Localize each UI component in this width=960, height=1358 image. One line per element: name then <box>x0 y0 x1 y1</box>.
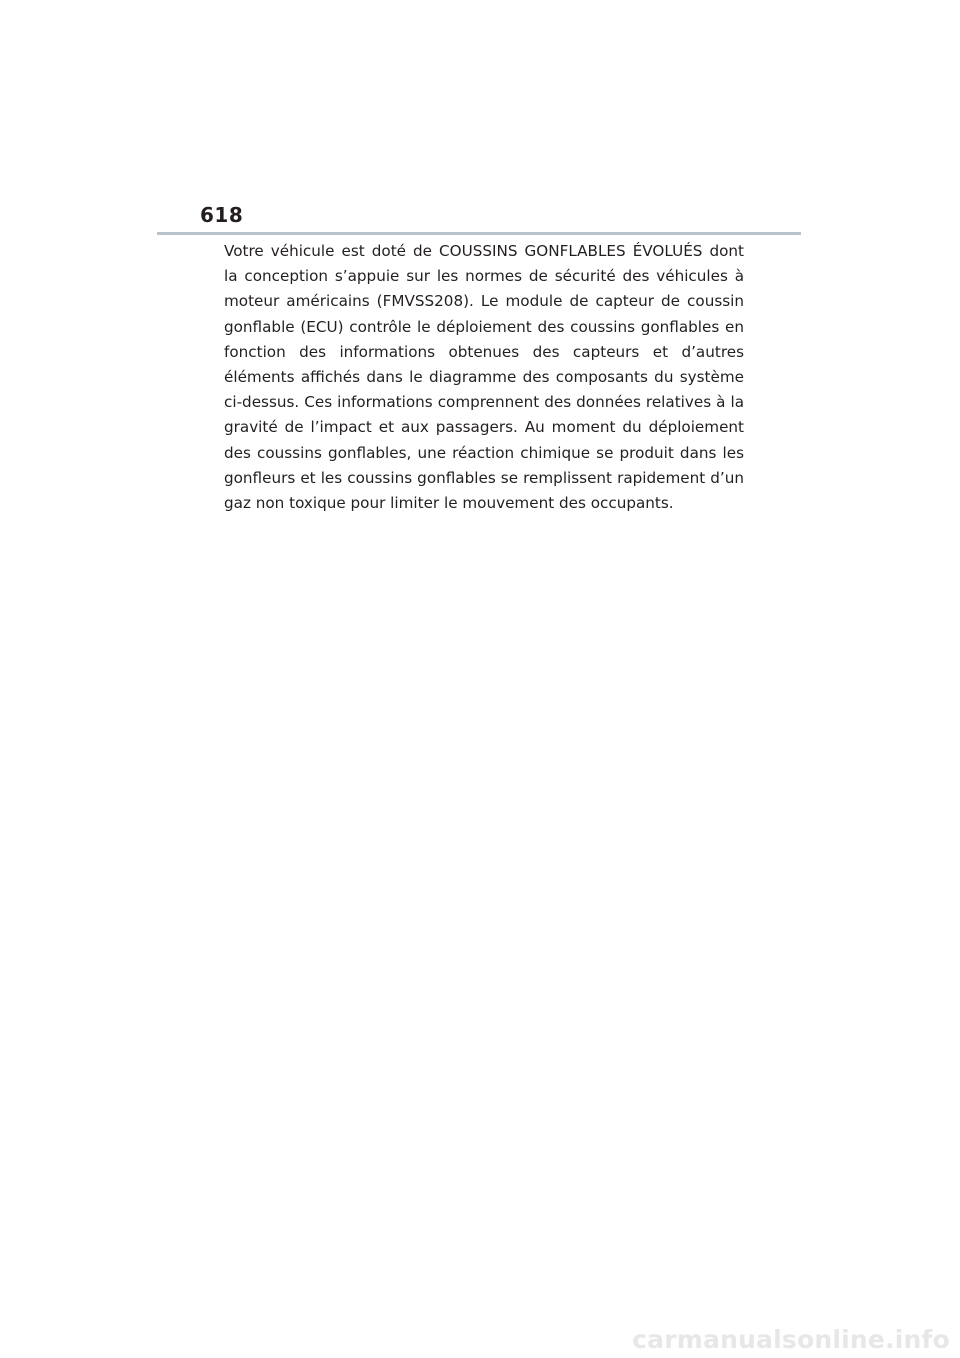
header-divider <box>157 232 801 235</box>
page-number: 618 <box>200 203 244 227</box>
watermark-text: carmanualsonline.info <box>632 1325 950 1354</box>
body-paragraph: Votre véhicule est doté de COUSSINS GONFLABLES ÉVOLUÉS dont la conception s’appuie sur les normes de sécurité des véhicules à moteur américains (FMVSS208). Le module de capteur de coussin gonflable (ECU) contrôle le déploiement des coussins gonflables en fonction des informations obtenues des capteurs et d’autres éléments affichés dans le diagramme des composants du système ci-dessus. Ces informations comprennent des données relatives à la gravité de l’impact et aux passagers. Au moment du déploiement des coussins gonflables, une réaction chimique se produit dans les gonfleurs et les coussins gonflables se remplissent rapidement d’un gaz non toxique pour limiter le mouvement des occupants. <box>224 242 744 513</box>
